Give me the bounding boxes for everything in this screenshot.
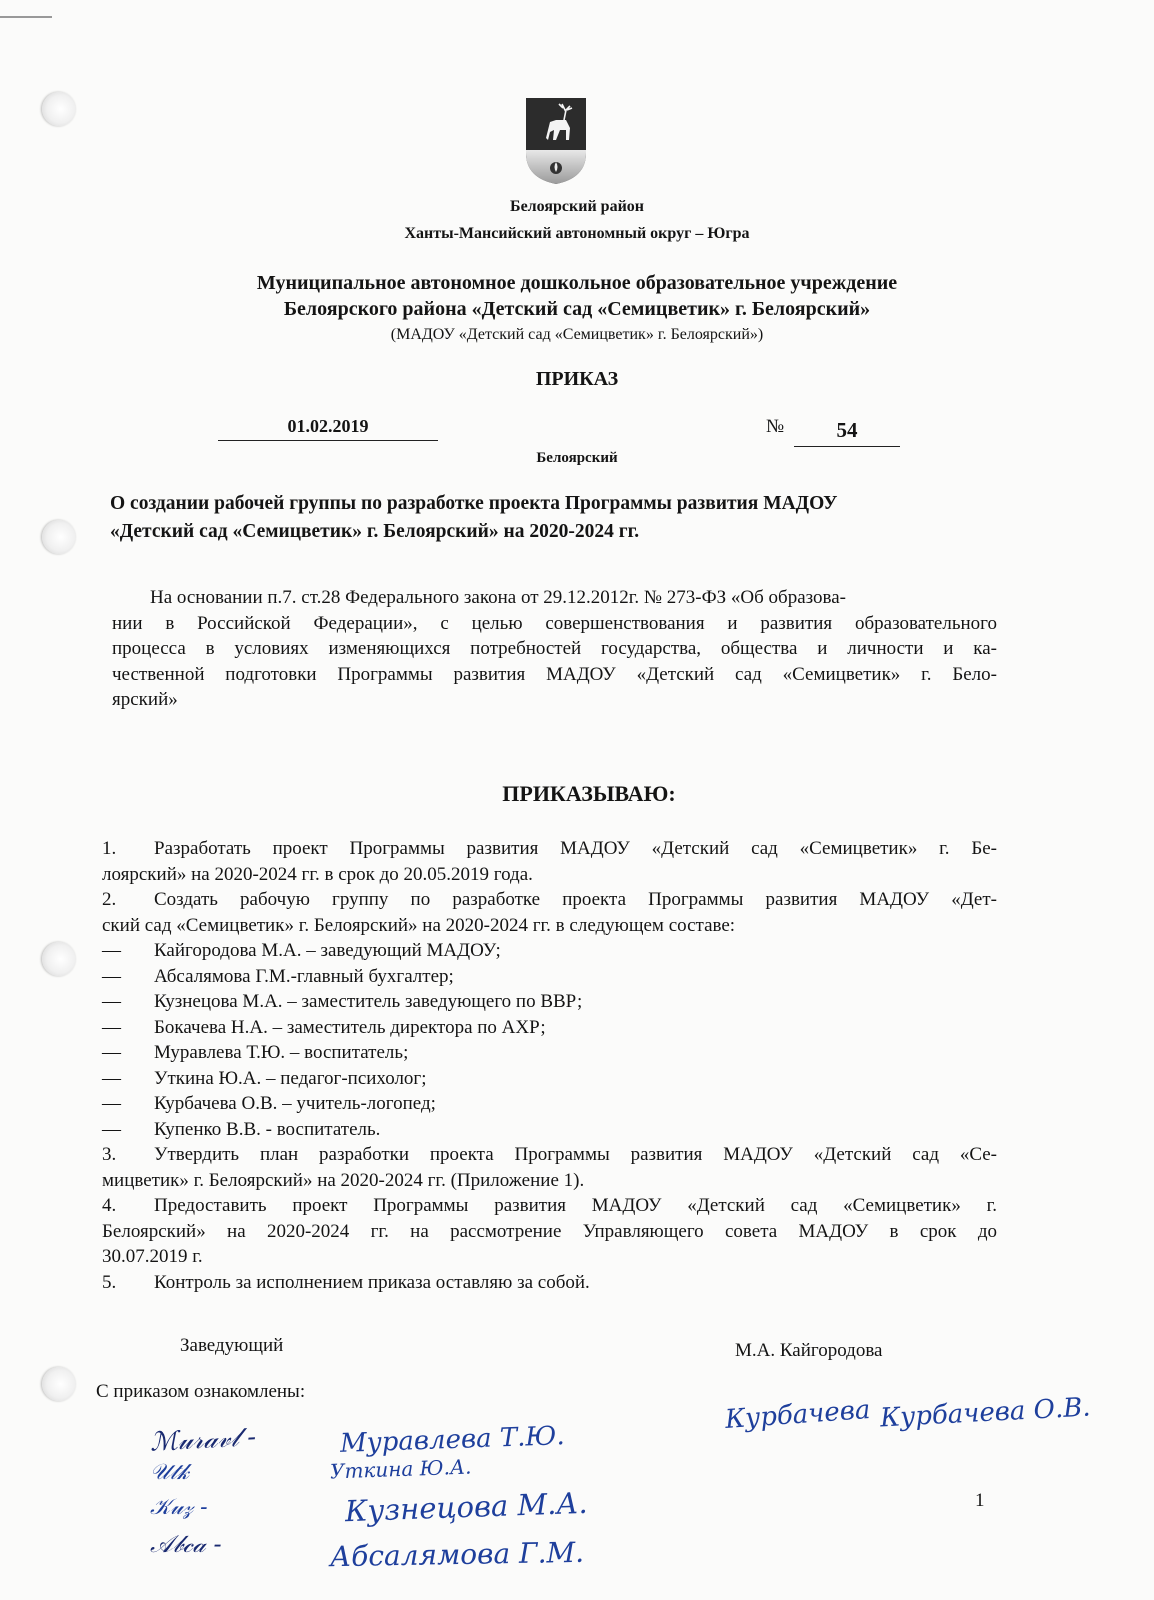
member-6: — Уткина Ю.А. – педагог-психолог; [102,1068,427,1089]
preamble-line-4: чественной подготовки Программы развития МАДОУ «Детский сад «Семицветик» г. Бело- [112,664,997,685]
member-2: — Абсалямова Г.М.-главный бухгалтер; [102,966,454,987]
handwritten-name-4: Абсалямова Г.М. [329,1535,585,1574]
item-1-line-1: 1. Разработать проект Программы развития МАДОУ «Детский сад «Семицветик» г. Бе- [102,838,997,859]
member-3: — Кузнецова М.А. – заместитель заведующего по ВВР; [102,991,583,1012]
org-name-line1: Муниципальное автономное дошкольное образовательное учреждение [256,272,898,294]
member-1: — Кайгородова М.А. – заведующий МАДОУ; [102,940,501,961]
member-8: — Купенко В.В. - воспитатель. [102,1119,381,1140]
subject-line2: «Детский сад «Семицветик» г. Белоярский» на 2020-2024 гг. [110,521,640,542]
scan-mark [0,16,52,18]
order-date: 01.02.2019 [218,412,438,441]
handwritten-name-1: Муравлева Т.Ю. [339,1421,566,1459]
preamble-line-2: нии в Российской Федерации», с целью совершенствования и развития образовательного [112,613,997,634]
signature-scribble-1: ℳ𝓊𝓇𝒶𝓋𝓁 - [149,1422,257,1458]
order-number: 54 [794,414,900,447]
member-7: — Курбачева О.В. – учитель-логопед; [102,1093,436,1114]
punch-hole-2 [42,520,76,554]
signature-scribble-2: 𝒰𝓉𝓀 [150,1460,190,1485]
handwritten-name-3: Кузнецова М.А. [344,1485,589,1529]
order-city: Белоярский [536,450,618,466]
handwritten-name-5: Курбачева [724,1394,872,1436]
item-4-line-1: 4. Предоставить проект Программы развития МАДОУ «Детский сад «Семицветик» г. [102,1195,997,1216]
acquainted-label: С приказом ознакомлены: [96,1381,306,1402]
subject-line1: О создании рабочей группы по разработке проекта Программы развития МАДОУ [110,493,838,514]
preamble-line-5: ярский» [112,689,178,710]
signature-name: М.А. Кайгородова [735,1340,883,1361]
punch-hole-1 [42,92,76,126]
item-2-line-1: 2. Создать рабочую группу по разработке проекта Программы развития МАДОУ «Дет- [102,889,997,910]
item-3-line-2: мицветик» г. Белоярский» на 2020-2024 гг. (Приложение 1). [102,1170,585,1191]
item-3-line-1: 3. Утвердить план разработки проекта Программы развития МАДОУ «Детский сад «Се- [102,1144,997,1165]
org-name-line2: Белоярского района «Детский сад «Семицветик» г. Белоярский» [283,298,871,320]
signature-scribble-3: 𝒦𝓊𝓏 - [150,1495,208,1520]
handwritten-name-6: Курбачева О.В. [879,1392,1092,1434]
member-4: — Бокачева Н.А. – заместитель директора по АХР; [102,1017,546,1038]
handwritten-name-2: Уткина Ю.А. [329,1454,472,1484]
member-5: — Муравлева Т.Ю. – воспитатель; [102,1042,409,1063]
order-number-label: № [766,416,785,437]
okrug-label: Ханты-Мансийский автономный округ – Югра [404,225,750,242]
preamble-line-1: На основании п.7. ст.28 Федерального закона от 29.12.2012г. № 273-ФЗ «Об образова- [150,587,846,608]
item-5-line-1: 5. Контроль за исполнением приказа оставляю за собой. [102,1272,590,1293]
punch-hole-3 [42,942,76,976]
district-label: Белоярский район [510,198,644,215]
signature-position: Заведующий [180,1335,284,1356]
punch-hole-4 [42,1367,76,1401]
signature-scribble-4: 𝒜𝒷𝒸𝒶 - [150,1530,222,1558]
item-4-line-3: 30.07.2019 г. [102,1246,203,1267]
item-2-line-2: ский сад «Семицветик» г. Белоярский» на 2020-2024 гг. в следующем составе: [102,915,736,936]
coat-of-arms [526,98,586,184]
item-1-line-2: лоярский» на 2020-2024 гг. в срок до 20.05.2019 года. [102,864,533,885]
preamble-line-3: процесса в условиях изменяющихся потребностей государства, общества и личности и ка- [112,638,997,659]
org-short-name: (МАДОУ «Детский сад «Семицветик» г. Белоярский») [390,326,764,343]
command-heading: ПРИКАЗЫВАЮ: [502,781,676,806]
item-4-line-2: Белоярский» на 2020-2024 гг. на рассмотрение Управляющего совета МАДОУ в срок до [102,1221,997,1242]
page-number: 1 [975,1490,985,1511]
order-title: ПРИКАЗ [535,368,619,390]
